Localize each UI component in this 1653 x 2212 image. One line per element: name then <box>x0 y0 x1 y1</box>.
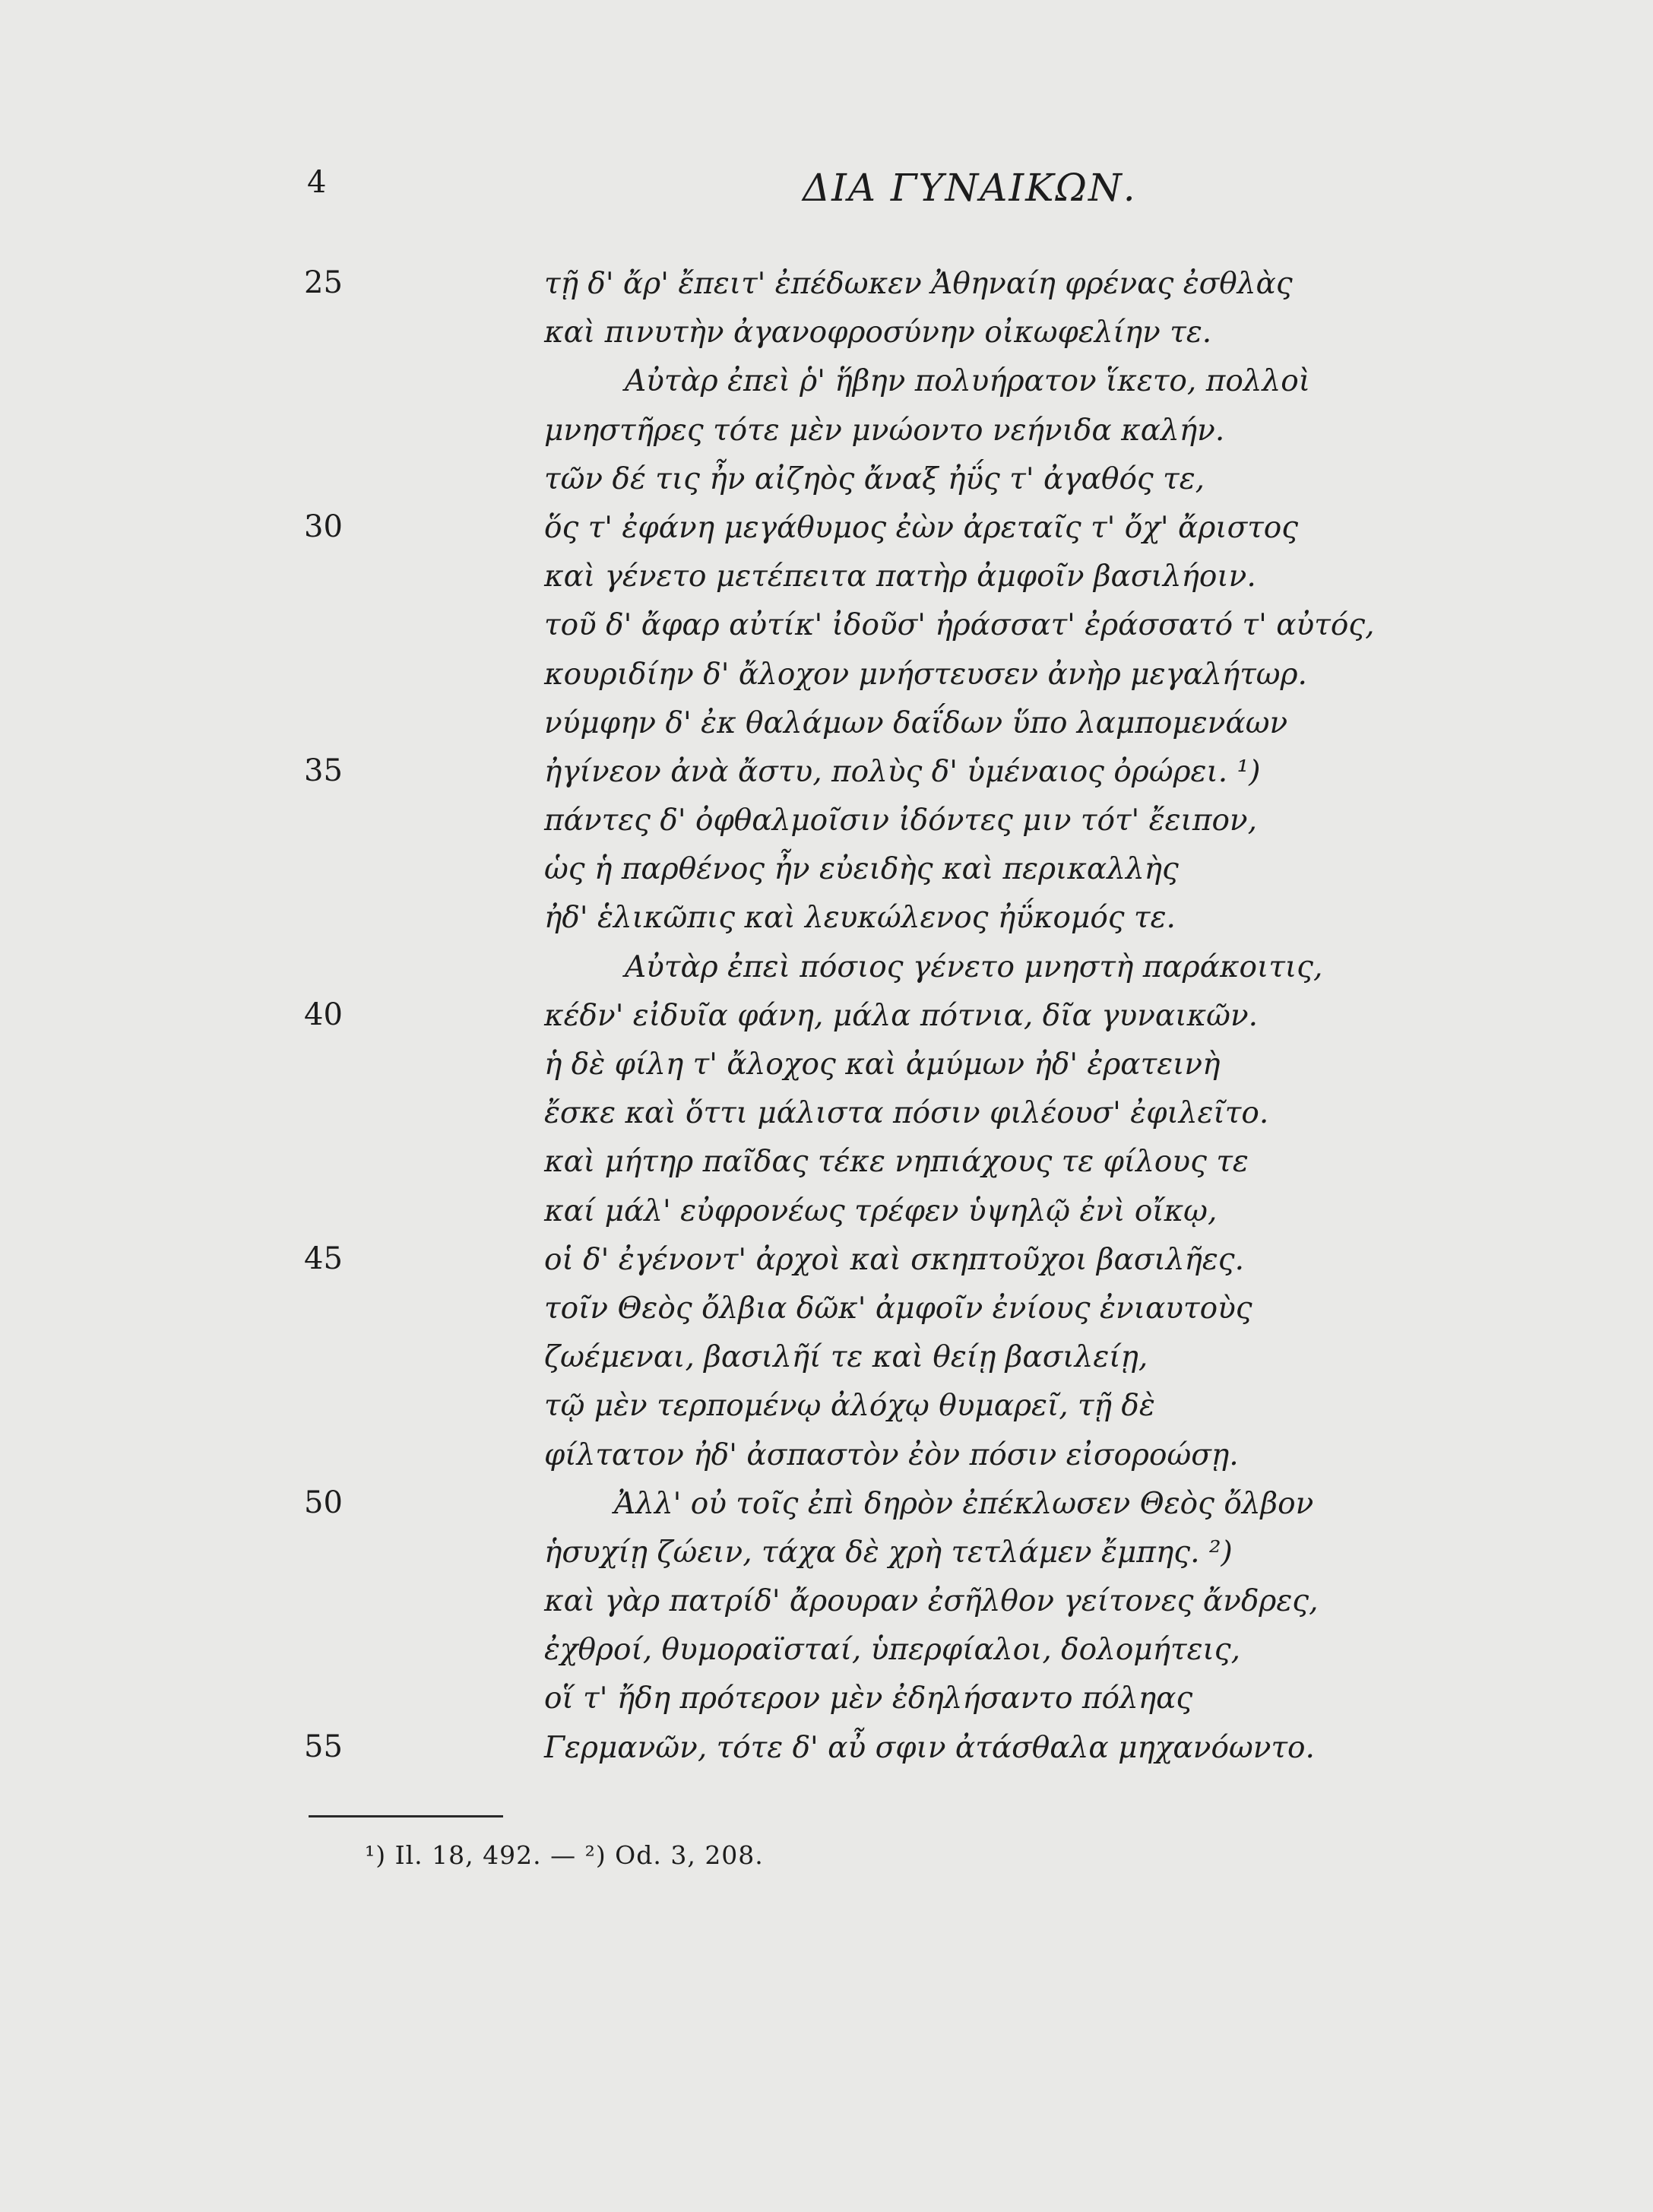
verse-text: καὶ γένετο μετέπειτα πατὴρ ἀμφοῖν βασιλήοιν. <box>544 559 1256 594</box>
verse-line <box>0 260 1653 309</box>
verse-line <box>0 699 1653 748</box>
verse-text: τοῦ δ' ἄφαρ αὐτίκ' ἰδοῦσ' ἠράσσατ' ἐράσσατό τ' αὐτός, <box>544 608 1375 643</box>
verse-text: ἔσκε καὶ ὅττι μάλιστα πόσιν φιλέουσ' ἐφιλεῖτο. <box>544 1096 1269 1131</box>
line-number: 55 <box>304 1729 343 1764</box>
verse-text: τῇ δ' ἄρ' ἔπειτ' ἐπέδωκεν Ἀθηναίη φρένας ἐσθλὰς <box>544 267 1293 301</box>
running-header: ΔΙΑ ΓΥΝΑΙΚΩΝ. <box>803 166 1137 210</box>
verse-text: τῶν δέ τις ἦν αἰζηὸς ἄναξ ἠΰς τ' ἀγαθός τε, <box>544 461 1205 496</box>
verse-line <box>0 1041 1653 1089</box>
verse-line <box>0 797 1653 845</box>
verse-line <box>0 894 1653 943</box>
verse-text: ὅς τ' ἐφάνη μεγάθυμος ἐὼν ἀρεταῖς τ' ὄχ' ἄριστος <box>544 510 1299 545</box>
verse-text: φίλτατον ἠδ' ἀσπαστὸν ἐὸν πόσιν εἰσοροώσῃ. <box>544 1437 1239 1472</box>
verse-text: τῷ μὲν τερπομένῳ ἀλόχῳ θυμαρεῖ, τῇ δὲ <box>544 1389 1155 1424</box>
verse-text: Ἀλλ' οὐ τοῖς ἐπὶ δηρὸν ἐπέκλωσεν Θεὸς ὄλβον <box>614 1486 1314 1521</box>
verse-block <box>0 260 1653 1773</box>
line-number: 25 <box>304 265 343 300</box>
verse-line <box>0 1187 1653 1236</box>
verse-line <box>0 504 1653 553</box>
verse-text: ἡσυχίῃ ζώειν, τάχα δὲ χρὴ τετλάμεν ἔμπης. ²) <box>544 1535 1233 1570</box>
line-number: 30 <box>304 509 343 544</box>
verse-text: Αὐτὰρ ἐπεὶ ῥ' ἥβην πολυήρατον ἵκετο, πολλοὶ <box>625 364 1311 399</box>
verse-text: ὡς ἡ παρθένος ἦν εὐειδὴς καὶ περικαλλὴς <box>544 852 1179 887</box>
verse-text: οἱ δ' ἐγένοντ' ἀρχοὶ καὶ σκηπτοῦχοι βασιλῆες. <box>544 1242 1244 1277</box>
verse-line <box>0 455 1653 504</box>
verse-line <box>0 1089 1653 1138</box>
verse-text: ζωέμεναι, βασιλῆί τε καὶ θείῃ βασιλείῃ, <box>544 1340 1148 1375</box>
verse-text: καὶ μήτηρ παῖδας τέκε νηπιάχους τε φίλους τε <box>544 1145 1249 1180</box>
footnote-rule <box>309 1815 503 1817</box>
verse-text: μνηστῆρες τότε μὲν μνώοντο νεήνιδα καλήν. <box>544 413 1225 448</box>
verse-text: Γερμανῶν, τότε δ' αὖ σφιν ἀτάσθαλα μηχανόωντο. <box>544 1730 1315 1765</box>
verse-line <box>0 1675 1653 1723</box>
verse-text: Αὐτὰρ ἐπεὶ πόσιος γένετο μνηστὴ παράκοιτις, <box>625 949 1323 984</box>
line-number: 40 <box>304 997 343 1032</box>
verse-text: ἡ δὲ φίλη τ' ἄλοχος καὶ ἀμύμων ἠδ' ἐρατεινὴ <box>544 1047 1221 1082</box>
verse-line <box>0 1480 1653 1529</box>
line-number: 45 <box>304 1241 343 1276</box>
verse-text: τοῖν Θεὸς ὄλβια δῶκ' ἀμφοῖν ἐνίους ἐνιαυτοὺς <box>544 1291 1252 1326</box>
verse-line <box>0 309 1653 357</box>
verse-line <box>0 992 1653 1041</box>
verse-line <box>0 748 1653 797</box>
verse-text: οἵ τ' ἤδη πρότερον μὲν ἐδηλήσαντο πόληας <box>544 1681 1193 1716</box>
verse-text: κέδν' εἰδυῖα φάνη, μάλα πότνια, δῖα γυναικῶν. <box>544 998 1259 1033</box>
verse-text: κουριδίην δ' ἄλοχον μνήστευσεν ἀνὴρ μεγαλήτωρ. <box>544 657 1307 692</box>
verse-text: πάντες δ' ὀφθαλμοῖσιν ἰδόντες μιν τότ' ἔειπον, <box>544 803 1258 838</box>
verse-text: νύμφην δ' ἐκ θαλάμων δαΐδων ὕπο λαμπομενάων <box>544 705 1288 740</box>
verse-line <box>0 1333 1653 1382</box>
verse-line <box>0 1138 1653 1187</box>
verse-line <box>0 1626 1653 1675</box>
verse-line <box>0 845 1653 894</box>
verse-text: ἠγίνεον ἀνὰ ἄστυ, πολὺς δ' ὑμέναιος ὀρώρει. ¹) <box>544 754 1261 789</box>
footnote: ¹) Il. 18, 492. — ²) Od. 3, 208. <box>365 1840 764 1870</box>
verse-line <box>0 1529 1653 1577</box>
verse-line <box>0 1577 1653 1626</box>
verse-line <box>0 357 1653 406</box>
verse-line <box>0 1382 1653 1431</box>
line-number: 35 <box>304 753 343 788</box>
verse-text: καὶ πινυτὴν ἀγανοφροσύνην οἰκωφελίην τε. <box>544 315 1212 350</box>
verse-line <box>0 1236 1653 1285</box>
verse-text: καί μάλ' εὐφρονέως τρέφεν ὑψηλῷ ἐνὶ οἴκῳ, <box>544 1193 1218 1228</box>
line-number: 50 <box>304 1485 343 1520</box>
verse-text: ἐχθροί, θυμοραϊσταί, ὑπερφίαλοι, δολομήτεις, <box>544 1633 1241 1668</box>
page-number: 4 <box>307 165 327 200</box>
verse-line <box>0 601 1653 650</box>
verse-text: καὶ γὰρ πατρίδ' ἄρουραν ἐσῆλθον γείτονες ἄνδρες, <box>544 1584 1319 1619</box>
verse-line <box>0 1724 1653 1773</box>
verse-text: ἠδ' ἑλικῶπις καὶ λευκώλενος ἠΰκομός τε. <box>544 901 1176 936</box>
verse-line <box>0 1431 1653 1480</box>
verse-line <box>0 1285 1653 1333</box>
verse-line <box>0 553 1653 601</box>
verse-line <box>0 943 1653 992</box>
verse-line <box>0 651 1653 699</box>
verse-line <box>0 407 1653 455</box>
